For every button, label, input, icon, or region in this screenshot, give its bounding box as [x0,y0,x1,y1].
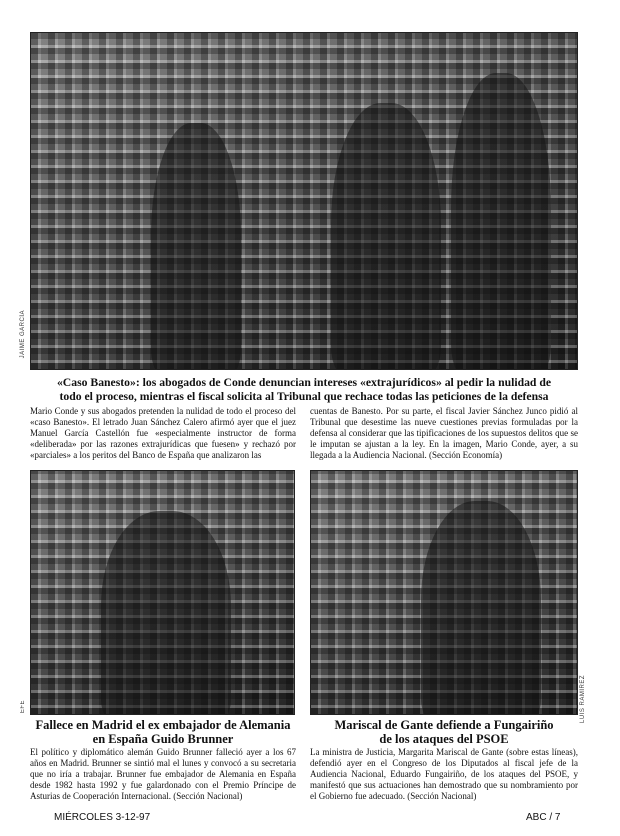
top-headline-line2: todo el proceso, mientras el fiscal solicita al Tribunal que rechace todas las peticiones de la defensa [59,390,549,403]
right-headline-line1: Mariscal de Gante defiende a Fungairiño [334,718,554,732]
photo-figure [101,511,231,715]
left-photo-brunner [30,470,295,715]
photo-figure [151,123,241,370]
footer-page: ABC / 7 [526,812,561,823]
photo-figure [451,73,551,370]
top-photo-credit: JAIME GARCÍA [20,310,26,359]
top-photo-conde [30,32,578,370]
top-body-right: cuentas de Banesto. Por su parte, el fiscal Javier Sánchez Junco pidió al Tribunal que desestime las nueve cuestiones previas formuladas por la defensa al considerar que las tipificaciones de los supuestos delitos que se le imputan se ajustan a la ley. En la imagen, Mario Conde, ayer, a su llegada a la Audiencia Nacional. (Sección Economía) [310,406,578,460]
top-body-left: Mario Conde y sus abogados pretenden la nulidad de todo el proceso del «caso Banesto». El letrado Juan Sánchez Calero afirmó ayer que el juez Manuel García Castellón fue «especialmente instructor de forma «deliberada» por las razones extrajurídicas que fuesen» y rechazó por «parciales» a los peritos del Banco de España que analizaron las [30,406,296,460]
top-headline-line1: «Caso Banesto»: los abogados de Conde denuncian intereses «extrajurídicos» al pedir la nulidad de [56,376,552,389]
right-photo-credit: LUIS RAMÍREZ [580,675,586,724]
footer-date: MIÉRCOLES 3-12-97 [54,812,151,823]
right-headline-line2: de los ataques del PSOE [379,732,509,746]
photo-figure [331,103,441,370]
photo-figure [421,501,541,715]
right-body: La ministra de Justicia, Margarita Mariscal de Gante (sobre estas líneas), defendió ayer en el Congreso de los Diputados al fiscal jefe de la Audiencia Nacional, Eduardo Fungairiño, de los ataques del PSOE, y manifestó que sus actuaciones han demostrado que su nombramiento por el Gobierno fue adecuado. (Sección Nacional) [310,747,578,801]
left-headline-line2: en España Guido Brunner [92,732,234,746]
left-photo-credit: EFE [20,700,26,714]
left-headline-line1: Fallece en Madrid el ex embajador de Alemania [35,718,291,732]
left-body: El político y diplomático alemán Guido Brunner falleció ayer a los 67 años en Madrid. Brunner se sintió mal el lunes y convocó a su secretaria que no iría a trabajar. Brunner fue embajador de Alemania en España desde 1982 hasta 1992 y fue galardonado con el Premio Príncipe de Asturias de Cooperación Internacional. (Sección Nacional) [30,747,296,801]
right-photo-mariscal [310,470,578,715]
